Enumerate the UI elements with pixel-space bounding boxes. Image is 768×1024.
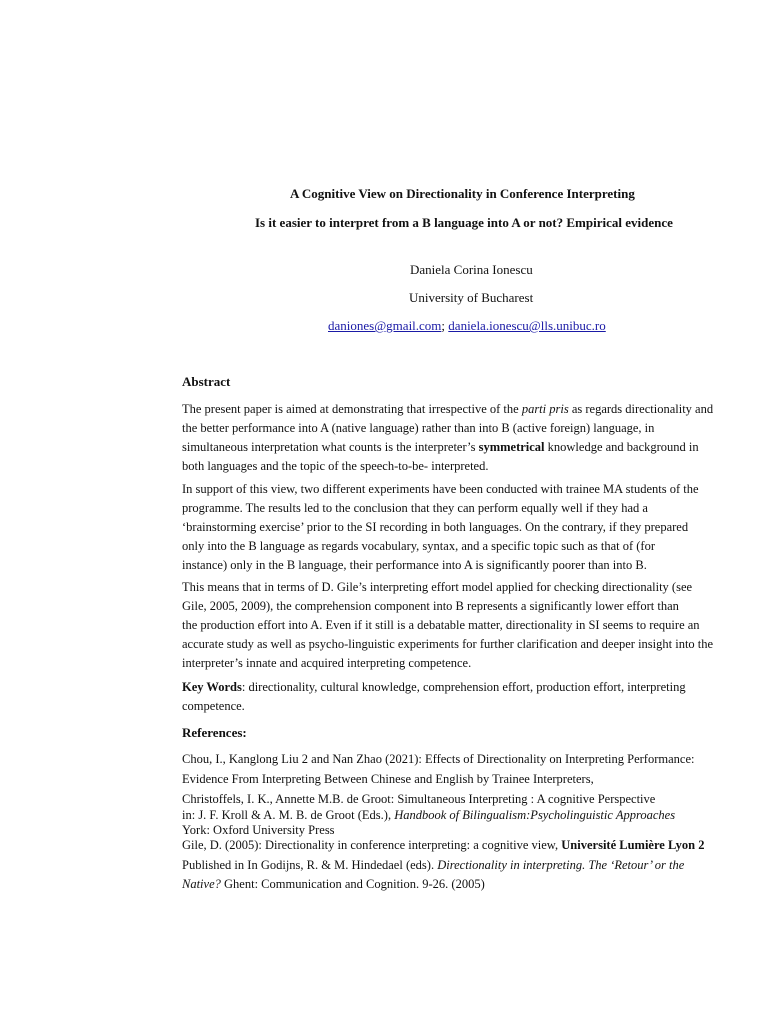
reference-line (182, 838, 704, 853)
strong-text: Université Lumière Lyon 2 (561, 838, 705, 852)
key-words-label: Key Words (182, 680, 242, 694)
author-name: Daniela Corina Ionescu (410, 262, 533, 277)
references-heading: References: (182, 725, 247, 740)
text-line: instance) only in the B language, their performance into A is significantly poorer than into B. (182, 558, 647, 572)
text-line: interpreter’s innate and acquired interpreting competence. (182, 656, 472, 670)
text-line: In support of this view, two different experiments have been conducted with trainee MA students of the (182, 482, 699, 496)
email-link-gmail[interactable]: daniones@gmail.com (328, 318, 442, 333)
text-run: as regards directionality and (568, 402, 714, 416)
reference-line: Christoffels, I. K., Annette M.B. de Groot: Simultaneous Interpreting : A cognitive Perspective (182, 792, 656, 806)
text-run: Gile, D. (2005): Directionality in conference interpreting: a cognitive view, (182, 838, 562, 852)
paper-title: A Cognitive View on Directionality in Conference Interpreting (290, 186, 635, 201)
text-run: knowledge and background in (544, 440, 699, 454)
text-line: the production effort into A. Even if it still is a debatable matter, directionality in SI seems to require an (182, 618, 700, 632)
text-line: the better performance into A (native language) rather than into B (active foreign) language, in (182, 421, 655, 435)
reference-line: Chou, I., Kanglong Liu 2 and Nan Zhao (2021): Effects of Directionality on Interpreting Performance: (182, 752, 695, 766)
text-run: in: J. F. Kroll & A. M. B. de Groot (Eds.), (182, 808, 395, 822)
text-line: only into the B language as regards vocabulary, syntax, and a specific topic such as that of (for (182, 539, 655, 553)
emphasis-text: Handbook of Bilingualism:Psycholinguistic Approaches (394, 808, 676, 822)
author-emails (328, 318, 606, 334)
text-run: : directionality, cultural knowledge, comprehension effort, production effort, interpreting (241, 680, 686, 694)
text-line: both languages and the topic of the speech-to-be- interpreted. (182, 459, 489, 473)
reference-line (182, 808, 675, 823)
affiliation: University of Bucharest (409, 290, 534, 305)
email-link-unibuc[interactable]: daniela.ionescu@lls.unibuc.ro (448, 318, 606, 333)
text-run: Published in In Godijns, R. & M. Hindedael (eds). (182, 858, 438, 872)
emphasis-text: Directionality in interpreting. The ‘Retour’ or the (437, 858, 685, 872)
text-run: The present paper is aimed at demonstrating that irrespective of the (182, 402, 522, 416)
abstract-paragraph-1 (182, 400, 742, 476)
reference-line: Evidence From Interpreting Between Chinese and English by Trainee Interpreters, (182, 772, 594, 786)
text-line: ‘brainstorming exercise’ prior to the SI recording in both languages. On the contrary, if they prepared (182, 520, 689, 534)
reference-line (182, 858, 684, 873)
text-line: programme. The results led to the conclusion that they can perform equally well if they had a (182, 501, 648, 515)
reference-line: York: Oxford University Press (182, 823, 335, 837)
strong-text: symmetrical (478, 440, 545, 454)
emphasis-text: parti pris (521, 402, 569, 416)
text-line (182, 438, 742, 457)
text-line: Gile, 2005, 2009), the comprehension component into B represents a significantly lower effort than (182, 599, 679, 613)
text-line (182, 678, 742, 697)
paper-subtitle: Is it easier to interpret from a B language into A or not? Empirical evidence (255, 215, 673, 230)
email-separator: ; (441, 318, 449, 333)
abstract-paragraph-3 (182, 578, 742, 673)
key-words (182, 678, 742, 716)
text-line: This means that in terms of D. Gile’s interpreting effort model applied for checking directionality (see (182, 580, 693, 594)
text-line: competence. (182, 699, 245, 713)
abstract-heading: Abstract (182, 374, 231, 389)
text-line: accurate study as well as psycho-linguistic experiments for further clarification and deeper insight into the (182, 637, 714, 651)
text-run: simultaneous interpretation what counts is the interpreter’s (182, 440, 479, 454)
abstract-paragraph-2 (182, 480, 742, 575)
emphasis-text: Native? (182, 877, 221, 891)
text-run: Ghent: Communication and Cognition. 9-26. (2005) (220, 877, 485, 891)
text-line (182, 400, 742, 419)
reference-line (182, 877, 485, 892)
